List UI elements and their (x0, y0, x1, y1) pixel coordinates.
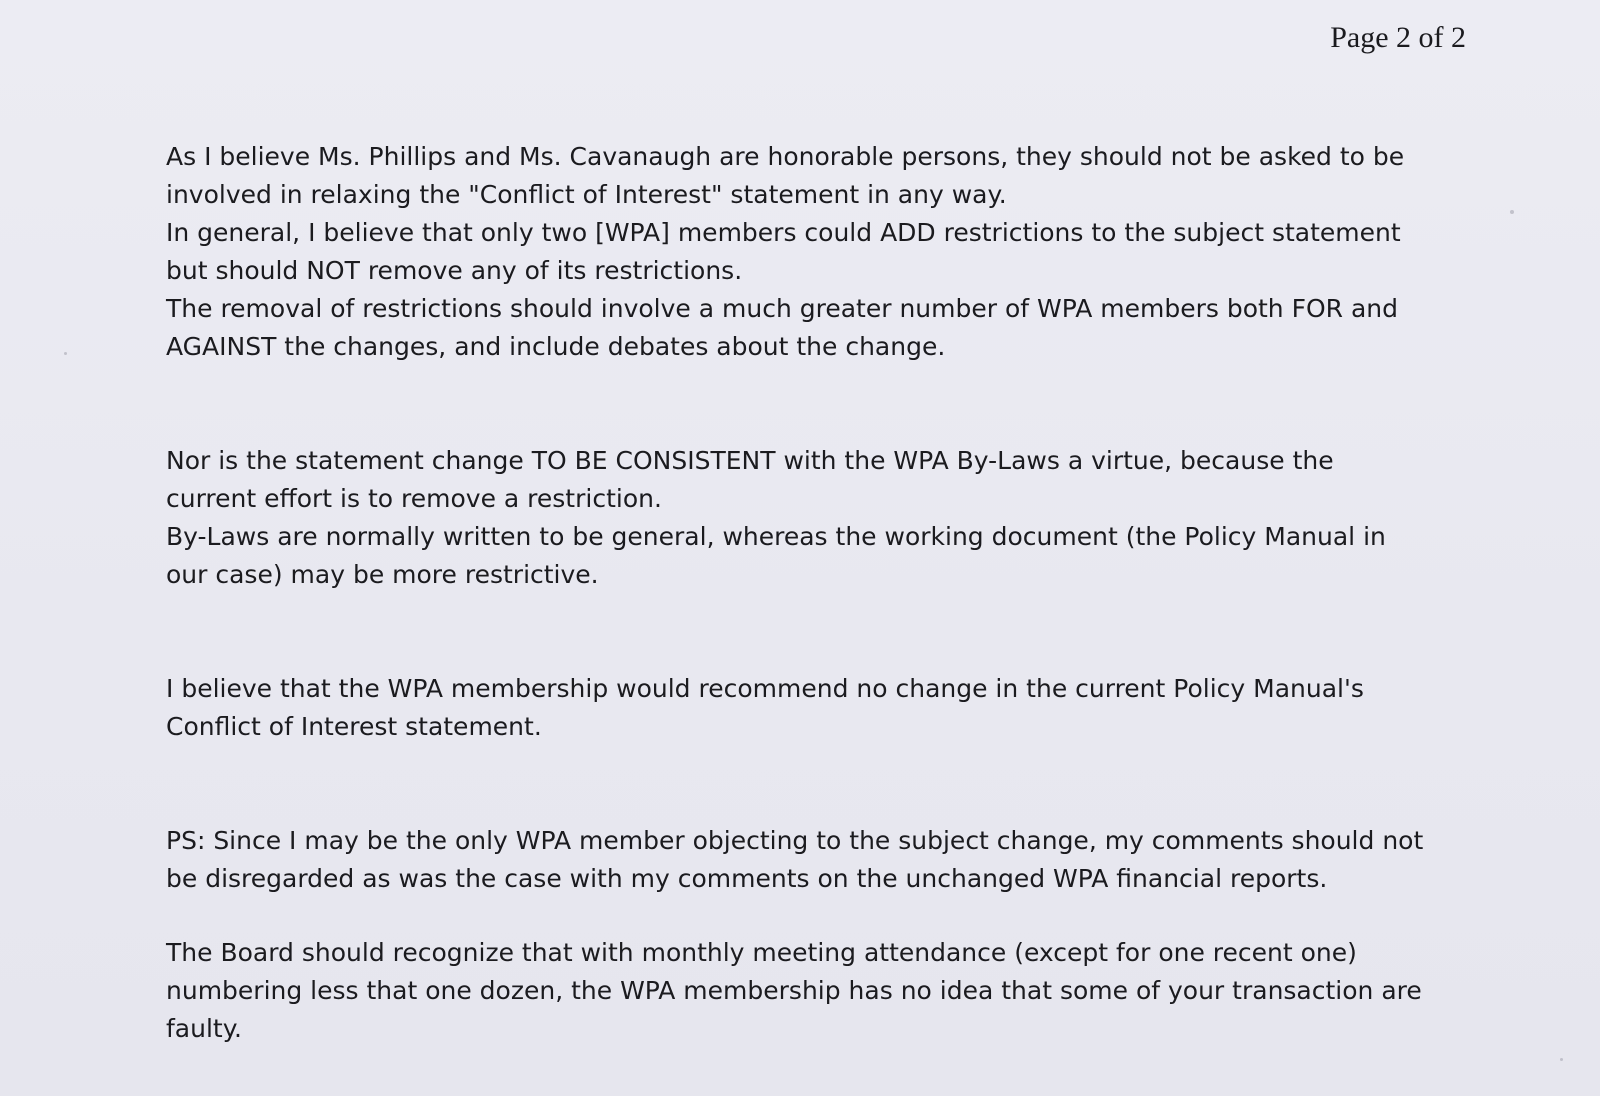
text-line: be disregarded as was the case with my comments on the unchanged WPA financial reports. (166, 864, 1328, 893)
paragraph-board-note (166, 934, 1466, 1048)
letter-body (166, 138, 1466, 1048)
text-line: The Board should recognize that with monthly meeting attendance (except for one recent one) (166, 938, 1357, 967)
text-line: PS: Since I may be the only WPA member objecting to the subject change, my comments should not (166, 826, 1424, 855)
text-line: The removal of restrictions should involve a much greater number of WPA members both FOR and (166, 294, 1399, 323)
paragraph-bylaws (166, 442, 1466, 594)
scan-speck (64, 352, 67, 355)
text-line: I believe that the WPA membership would recommend no change in the current Policy Manual's (166, 674, 1364, 703)
text-line: AGAINST the changes, and include debates about the change. (166, 332, 946, 361)
page-number: Page 2 of 2 (1330, 21, 1466, 54)
paragraph-recommendation (166, 670, 1466, 746)
text-line: faulty. (166, 1014, 242, 1043)
text-line: but should NOT remove any of its restrictions. (166, 256, 743, 285)
text-line: numbering less that one dozen, the WPA membership has no idea that some of your transaction are (166, 976, 1422, 1005)
paragraph-conflict-statement (166, 138, 1466, 366)
text-line: In general, I believe that only two [WPA] members could ADD restrictions to the subject statement (166, 218, 1401, 247)
text-line: current effort is to remove a restriction. (166, 484, 662, 513)
scan-speck (1510, 210, 1514, 214)
text-line: Conflict of Interest statement. (166, 712, 542, 741)
text-line: our case) may be more restrictive. (166, 560, 599, 589)
text-line: By-Laws are normally written to be general, whereas the working document (the Policy Manual in (166, 522, 1386, 551)
scan-speck (1560, 1058, 1563, 1061)
text-line: involved in relaxing the "Conflict of Interest" statement in any way. (166, 180, 1007, 209)
text-line: As I believe Ms. Phillips and Ms. Cavanaugh are honorable persons, they should not be asked to be (166, 142, 1405, 171)
text-line: Nor is the statement change TO BE CONSISTENT with the WPA By-Laws a virtue, because the (166, 446, 1334, 475)
paragraph-postscript (166, 822, 1466, 898)
